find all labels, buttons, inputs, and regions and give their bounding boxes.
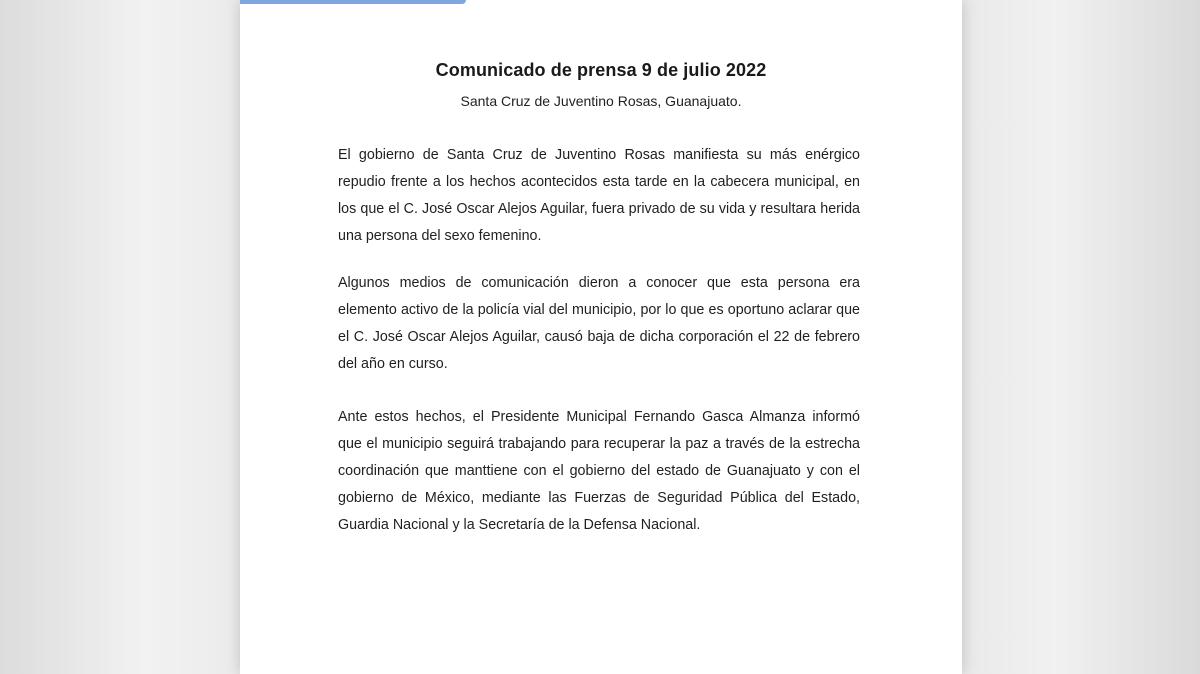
document-title: Comunicado de prensa 9 de julio 2022 bbox=[435, 60, 767, 80]
document-page bbox=[240, 0, 962, 674]
page-top-accent bbox=[240, 0, 466, 4]
paragraph-aclaracion: Algunos medios de comunicación dieron a conocer que esta persona era elemento activo de la policía vial del municipio, por lo que es oportuno aclarar que el C. José Oscar Alejos Aguilar, causó baja de dicha corporación el 22 de febrero del año en curso. bbox=[338, 275, 860, 372]
paragraph-coordinacion: Ante estos hechos, el Presidente Municipal Fernando Gasca Almanza informó que el municipio seguirá trabajando para recuperar la paz a través de la estrecha coordinación que manttiene con el gobierno del estado de Guanajuato y con el gobierno de México, mediante las Fuerzas de Seguridad Pública del Estado, Guardia Nacional y la Secretaría de la Defensa Nacional. bbox=[338, 409, 860, 533]
document-location: Santa Cruz de Juventino Rosas, Guanajuato. bbox=[460, 93, 742, 109]
paragraph-repudio: El gobierno de Santa Cruz de Juventino Rosas manifiesta su más enérgico repudio frente a los hechos acontecidos esta tarde en la cabecera municipal, en los que el C. José Oscar Alejos Aguilar, fuera privado de su vida y resultara herida una persona del sexo femenino. bbox=[338, 147, 860, 244]
